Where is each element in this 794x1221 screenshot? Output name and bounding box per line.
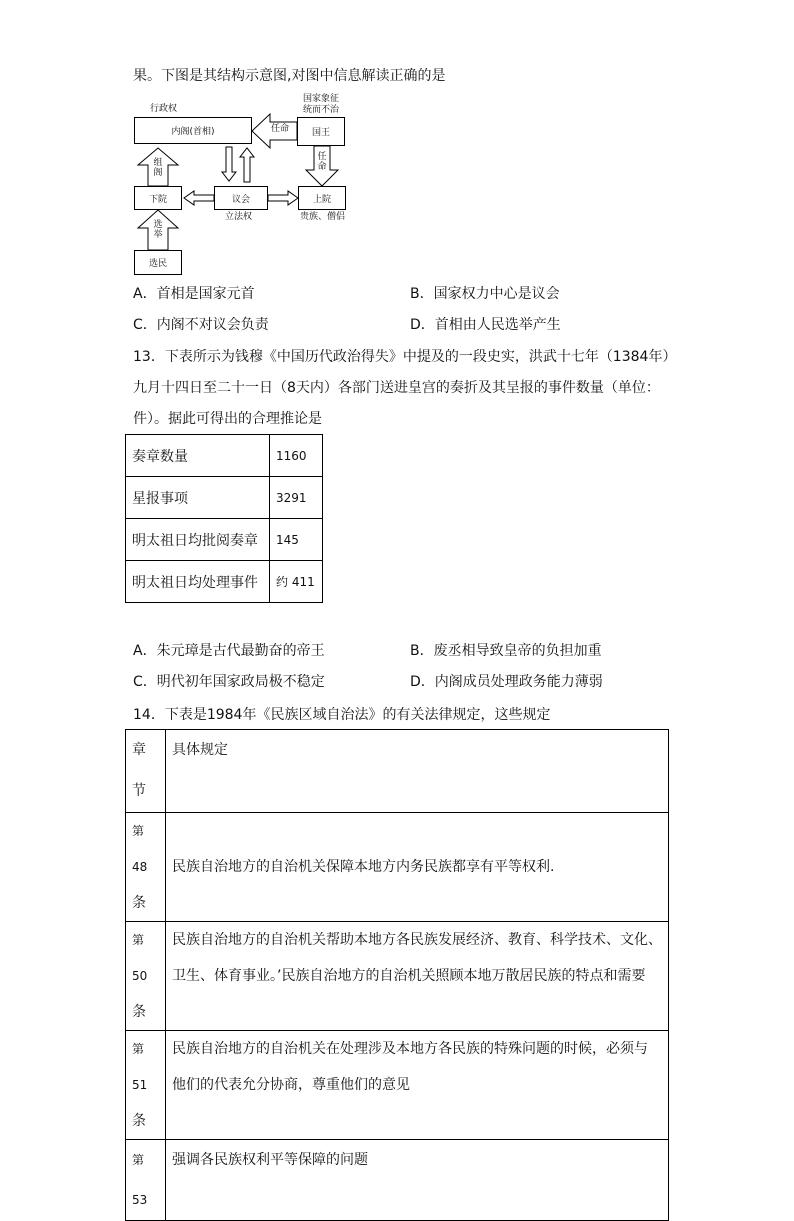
table-cell-label: 明太祖日均处理事件 (126, 561, 270, 603)
section-number: 第 48 (132, 824, 148, 874)
section-suffix: 条 (132, 1113, 146, 1129)
symbol-label-1: 国家象征 (303, 94, 340, 104)
q12-option-c[interactable]: C．内阁不对议会负责 (133, 317, 269, 333)
header-section: 章节 (126, 730, 166, 813)
constitution-structure-diagram (0, 0, 794, 290)
content-line: 卫生、体育事业。’民族自治地方的自治机关照顾本地万散居民族的特点和需要 (172, 968, 646, 984)
voters-box: 选民 (134, 250, 182, 275)
legislative-power-label: 立法权 (225, 212, 253, 222)
lower-house-box: 下院 (134, 186, 182, 210)
table-row (126, 922, 669, 1031)
table-cell-section (126, 813, 166, 922)
appoint-label-left: 任命 (271, 124, 290, 134)
q13-option-d[interactable]: D．内阁成员处理政务能力薄弱 (410, 674, 603, 690)
nobles-clergy-label: 贵族、僧侣 (300, 212, 346, 222)
table-row (126, 561, 323, 603)
parliament-box: 议会 (214, 186, 268, 210)
header-content: 具体规定 (166, 730, 669, 813)
table-cell-section (126, 1140, 166, 1221)
section-number: 第 51 (132, 1042, 148, 1092)
parliament-to-lower-arrow (184, 191, 214, 205)
parliament-to-cabinet-arrow (240, 148, 254, 182)
q12-option-d[interactable]: D．首相由人民选举产生 (410, 317, 561, 333)
table-cell-section (126, 1031, 166, 1140)
parliament-to-upper-arrow (268, 191, 298, 205)
table-row (126, 435, 323, 477)
table-cell-content (166, 1140, 669, 1221)
cabinet-to-parliament-arrow (222, 147, 236, 181)
upper-house-box: 上院 (298, 186, 346, 210)
q13-stem-line-2: 九月十四日至二十一日（8天内）各部门送进皇宫的奏折及其呈报的事件数量（单位： (133, 380, 660, 396)
table-cell-value: 145 (270, 519, 323, 561)
q13-data-table (125, 434, 323, 603)
table-cell-value: 3291 (270, 477, 323, 519)
executive-power-label: 行政权 (150, 104, 178, 114)
table-cell-label: 星报事项 (126, 477, 270, 519)
q13-option-b[interactable]: B．废丞相导致皇帝的负担加重 (410, 643, 602, 659)
elect-label: 选举 (153, 220, 163, 240)
form-cabinet-label: 组阁 (153, 158, 163, 178)
table-row (126, 477, 323, 519)
section-suffix: 条 (132, 895, 146, 911)
symbol-label-2: 统而不治 (303, 105, 340, 115)
table-row (126, 1140, 669, 1221)
q14-stem: 14．下表是1984年《民族区域自治法》的有关法律规定，这些规定 (133, 707, 551, 723)
table-row (126, 1031, 669, 1140)
content-line: 民族自治地方的自治机关保障本地方内务民族都享有平等权利. (172, 859, 555, 875)
table-cell-content (166, 922, 669, 1031)
table-cell-content (166, 1031, 669, 1140)
content-line: 民族自治地方的自治机关帮助本地方各民族发展经济、教育、科学技术、文化、 (172, 932, 662, 948)
q13-option-a[interactable]: A．朱元璋是古代最勤奋的帝王 (133, 643, 325, 659)
content-line: 民族自治地方的自治机关在处理涉及本地方各民族的特殊问题的时候，必须与 (172, 1041, 648, 1057)
monarch-box: 国王 (297, 117, 345, 146)
table-cell-section (126, 922, 166, 1031)
table-row (126, 813, 669, 922)
table-cell-value: 约 411 (270, 561, 323, 603)
table-cell-value: 1160 (270, 435, 323, 477)
table-cell-label: 奏章数量 (126, 435, 270, 477)
section-number: 第 50 (132, 933, 148, 983)
section-suffix: 条 (132, 1004, 146, 1020)
cabinet-box: 内阁(首相) (134, 117, 252, 144)
content-line: 强调各民族权利平等保障的问题 (172, 1152, 368, 1168)
q13-stem-line-1: 13．下表所示为钱穆《中国历代政治得失》中提及的一段史实，洪武十七年（1384年） (133, 349, 677, 365)
q12-option-b[interactable]: B．国家权力中心是议会 (410, 286, 560, 302)
q12-option-a[interactable]: A．首相是国家元首 (133, 286, 255, 302)
q14-law-table (125, 729, 669, 1221)
table-row (126, 519, 323, 561)
appoint-label-down: 任命 (317, 152, 327, 172)
diagram-arrows (0, 0, 794, 290)
q13-stem-line-3: 件）。据此可得出的合理推论是 (133, 411, 322, 427)
table-header-row (126, 730, 669, 813)
intro-text: 果。下图是其结构示意图,对图中信息解读正确的是 (133, 68, 446, 84)
table-cell-label: 明太祖日均批阅奏章 (126, 519, 270, 561)
section-number: 第 53 (132, 1153, 148, 1207)
table-cell-content (166, 813, 669, 922)
q13-option-c[interactable]: C．明代初年国家政局极不稳定 (133, 674, 325, 690)
content-line: 他们的代表允分协商，尊重他们的意见 (172, 1077, 410, 1093)
